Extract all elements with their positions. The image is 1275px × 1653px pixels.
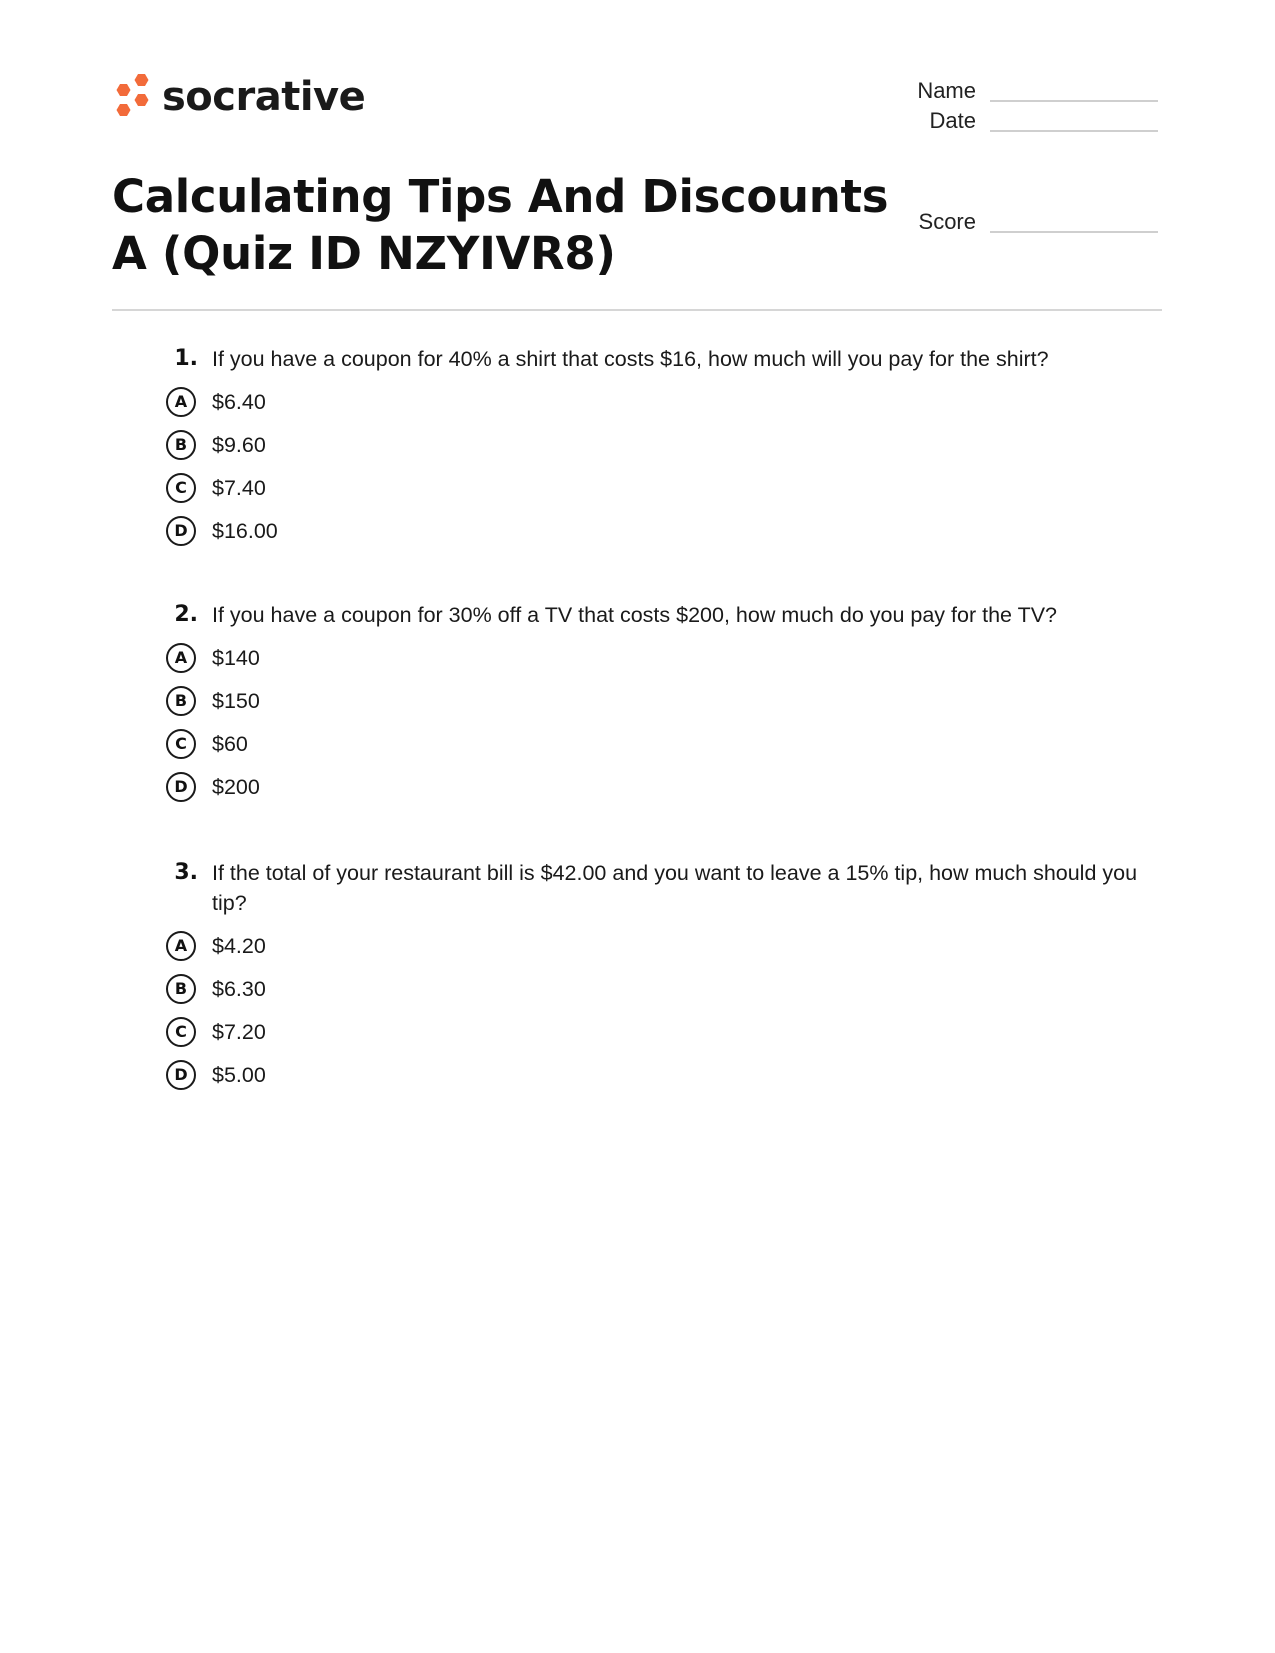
option-letter-bubble[interactable]: C: [166, 729, 196, 759]
name-label: Name: [917, 78, 976, 103]
option-c[interactable]: [160, 722, 1057, 765]
option-text: $4.20: [212, 933, 266, 958]
option-letter-bubble[interactable]: B: [166, 974, 196, 1004]
date-line[interactable]: [990, 130, 1158, 132]
option-text: $140: [212, 645, 260, 670]
score-label: Score: [918, 209, 976, 234]
option-b[interactable]: [160, 423, 1049, 466]
option-letter-bubble[interactable]: C: [166, 473, 196, 503]
name-field[interactable]: [830, 80, 1158, 102]
option-b[interactable]: [160, 679, 1057, 722]
header-divider: [112, 309, 1162, 311]
option-letter-bubble[interactable]: B: [166, 430, 196, 460]
question-text: If you have a coupon for 30% off a TV that costs $200, how much do you pay for the TV?: [212, 603, 1057, 627]
option-b[interactable]: [160, 967, 1150, 1010]
question-number: 2.: [174, 602, 198, 627]
option-letter-bubble[interactable]: C: [166, 1017, 196, 1047]
option-text: $16.00: [212, 518, 278, 543]
option-text: $9.60: [212, 432, 266, 457]
question-1: [160, 344, 1049, 552]
option-text: $6.30: [212, 976, 266, 1001]
option-d[interactable]: [160, 1053, 1150, 1096]
option-d[interactable]: [160, 765, 1057, 808]
option-text: $6.40: [212, 389, 266, 414]
date-field[interactable]: [830, 110, 1158, 132]
option-d[interactable]: [160, 509, 1049, 552]
option-letter-bubble[interactable]: B: [166, 686, 196, 716]
name-line[interactable]: [990, 100, 1158, 102]
socrative-logo: [112, 72, 365, 122]
option-text: $60: [212, 731, 248, 756]
question-number: 3.: [174, 860, 198, 885]
option-a[interactable]: [160, 636, 1057, 679]
question-text: If the total of your restaurant bill is $42.00 and you want to leave a 15% tip, how much should you tip?: [212, 861, 1138, 915]
brand-name: socrative: [162, 74, 366, 120]
question-text: If you have a coupon for 40% a shirt that costs $16, how much will you pay for the shirt?: [212, 347, 1049, 371]
option-a[interactable]: [160, 924, 1150, 967]
option-letter-bubble[interactable]: D: [166, 1060, 196, 1090]
option-a[interactable]: [160, 380, 1049, 423]
question-2: [160, 600, 1057, 808]
option-letter-bubble[interactable]: A: [166, 931, 196, 961]
option-text: $7.40: [212, 475, 266, 500]
option-list: [160, 924, 1150, 1096]
date-label: Date: [929, 108, 976, 133]
option-text: $7.20: [212, 1019, 266, 1044]
option-c[interactable]: [160, 1010, 1150, 1053]
question-3: [160, 858, 1150, 1096]
option-letter-bubble[interactable]: D: [166, 516, 196, 546]
option-list: [160, 380, 1049, 552]
question-number: 1.: [174, 346, 198, 371]
option-letter-bubble[interactable]: A: [166, 387, 196, 417]
option-letter-bubble[interactable]: A: [166, 643, 196, 673]
score-line[interactable]: [990, 231, 1158, 233]
option-letter-bubble[interactable]: D: [166, 772, 196, 802]
option-list: [160, 636, 1057, 808]
option-text: $200: [212, 774, 260, 799]
hexagon-cluster-icon: [112, 72, 150, 122]
option-c[interactable]: [160, 466, 1049, 509]
page-title: Calculating Tips And Discounts A (Quiz ID NZYIVR8): [112, 170, 889, 280]
option-text: $150: [212, 688, 260, 713]
option-text: $5.00: [212, 1062, 266, 1087]
